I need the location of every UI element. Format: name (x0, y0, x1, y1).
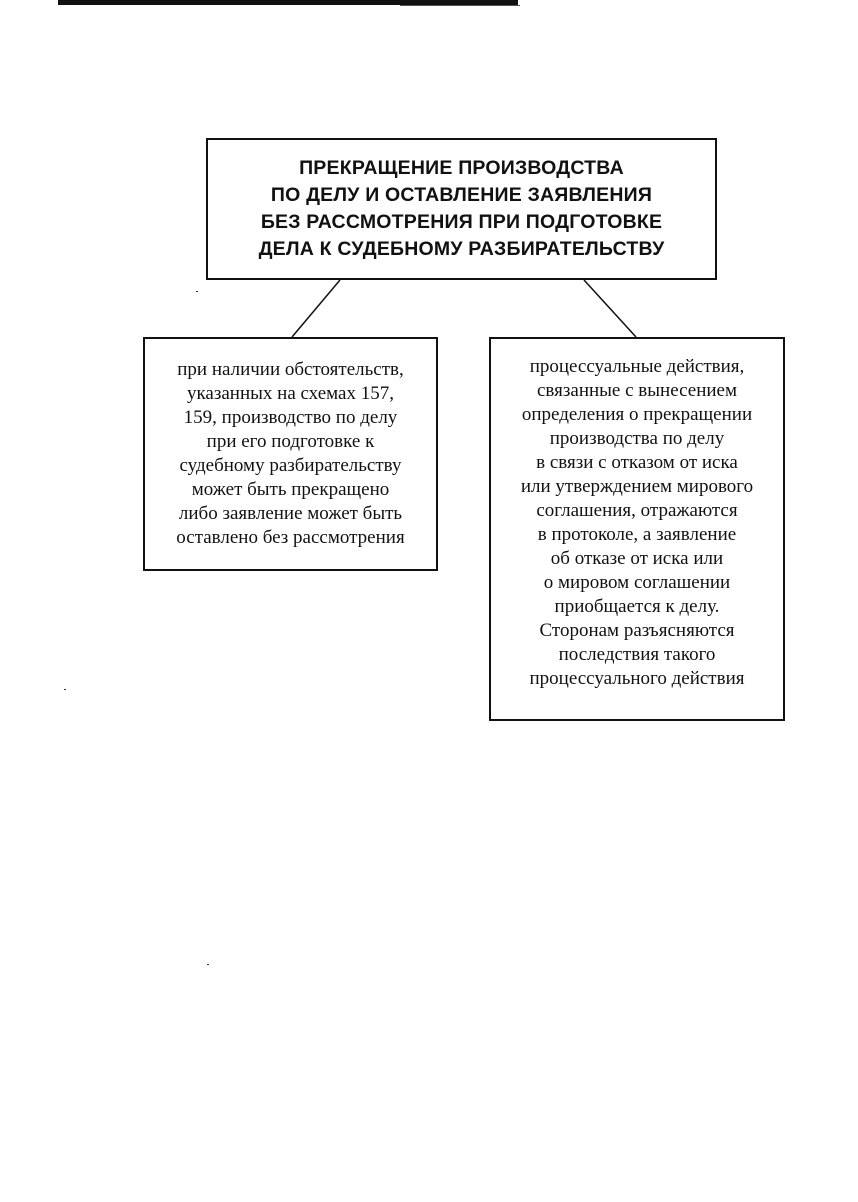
right-line: в протоколе, а заявление (537, 524, 737, 545)
scan-speck (64, 689, 66, 690)
right-line: Сторонам разъясняются (539, 620, 735, 641)
left-line: судебному разбирательству (179, 455, 402, 476)
title-text (259, 155, 665, 263)
left-line: либо заявление может быть (178, 503, 403, 524)
connector-right (584, 280, 636, 337)
connector-left (292, 280, 340, 337)
title-line: ПО ДЕЛУ И ОСТАВЛЕНИЕ ЗАЯВЛЕНИЯ (270, 184, 653, 206)
left-line: может быть прекращено (191, 479, 390, 500)
left-branch-text (176, 358, 404, 550)
right-line: приобщается к делу. (554, 596, 720, 617)
right-line: о мировом соглашении (543, 572, 731, 593)
scan-speck (196, 291, 198, 292)
top-rule-thin (400, 5, 520, 6)
right-line: последствия такого (558, 644, 716, 665)
right-branch-text (521, 355, 753, 691)
left-line: оставлено без рассмотрения (176, 527, 405, 548)
right-branch-box (489, 337, 785, 721)
left-line: при наличии обстоятельств, (177, 359, 404, 380)
left-line: при его подготовке к (206, 431, 375, 452)
left-line: указанных на схемах 157, (186, 383, 394, 404)
title-box (206, 138, 717, 280)
title-line: ПРЕКРАЩЕНИЕ ПРОИЗВОДСТВА (299, 157, 624, 179)
right-line: определения о прекращении (521, 404, 753, 425)
scan-speck (207, 964, 209, 965)
left-line: 159, производство по делу (183, 407, 398, 428)
title-line: БЕЗ РАССМОТРЕНИЯ ПРИ ПОДГОТОВКЕ (260, 211, 663, 233)
right-line: связанные с вынесением (536, 380, 737, 401)
right-line: процессуальные действия, (529, 356, 745, 377)
right-line: процессуального действия (529, 668, 745, 689)
right-line: производства по делу (549, 428, 725, 449)
right-line: в связи с отказом от иска (536, 452, 738, 473)
right-line: соглашения, отражаются (536, 500, 738, 521)
left-branch-box (143, 337, 438, 571)
right-line: или утверждением мирового (520, 476, 754, 497)
right-line: об отказе от иска или (550, 548, 724, 569)
title-line: ДЕЛА К СУДЕБНОМУ РАЗБИРАТЕЛЬСТВУ (258, 238, 665, 260)
